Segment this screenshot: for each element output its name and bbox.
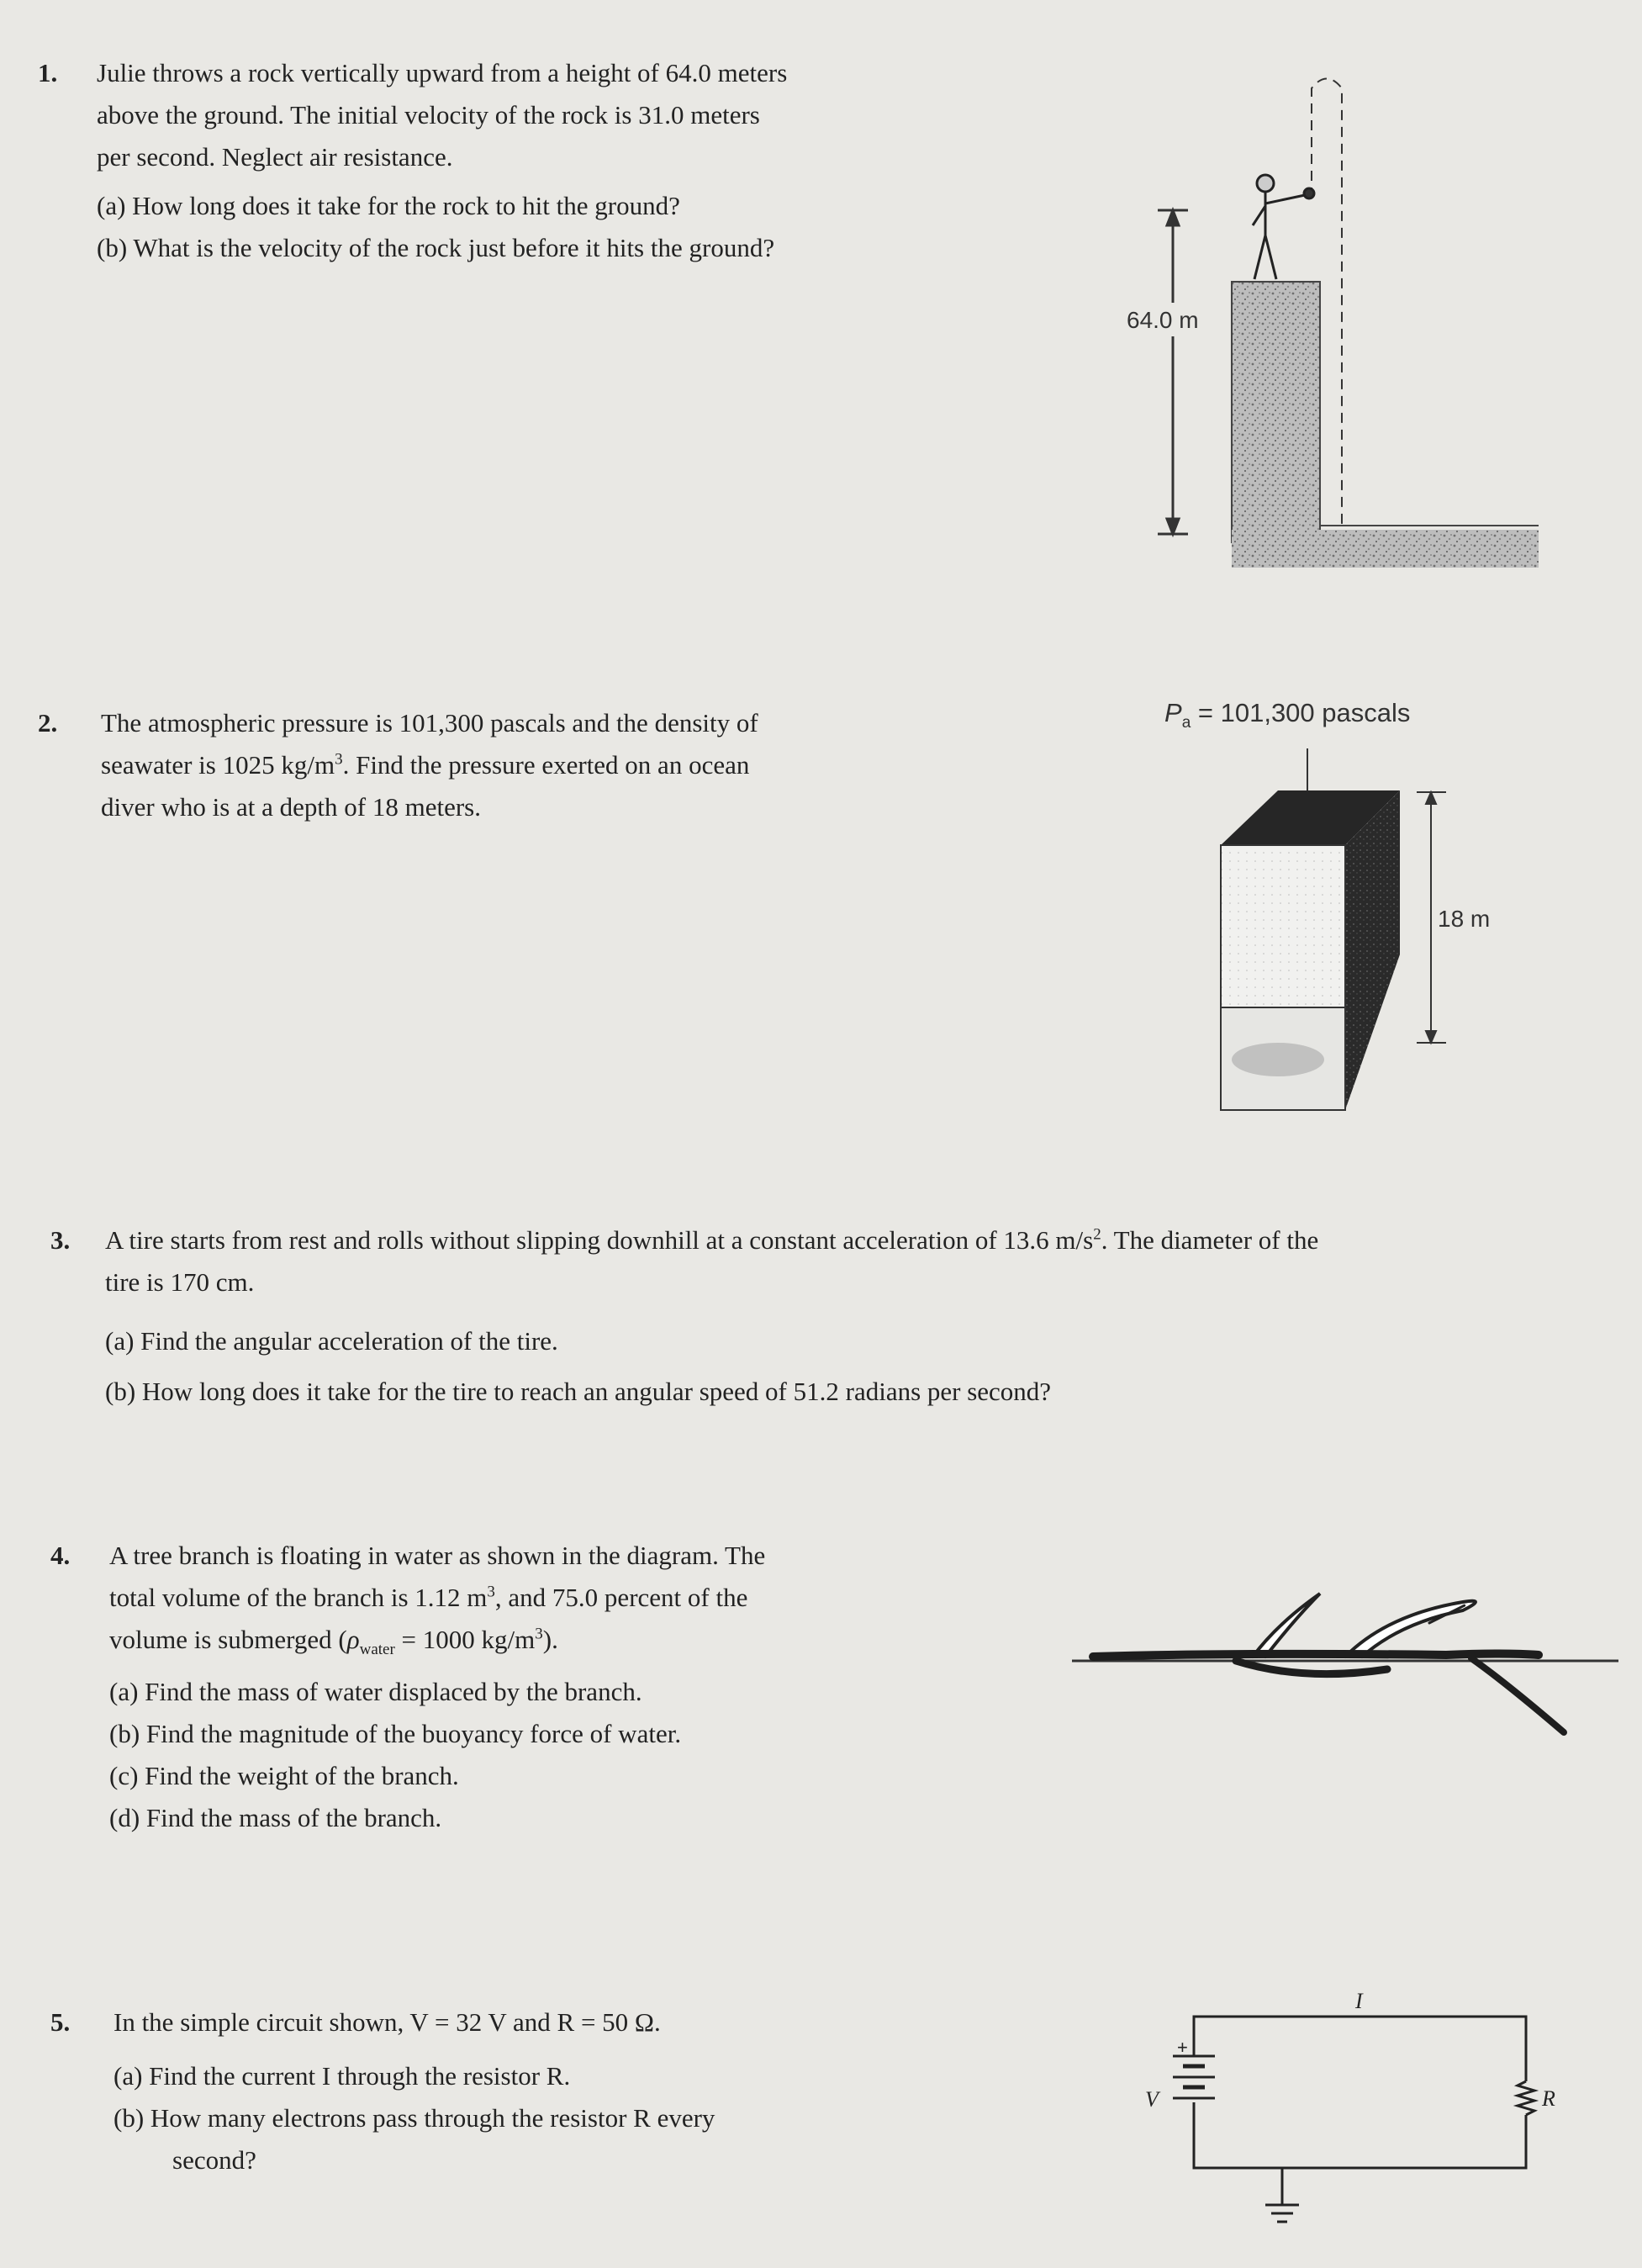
resistor-symbol xyxy=(1518,2081,1534,2115)
question-5-text-line: In the simple circuit shown, V = 32 V and R = 50 Ω. xyxy=(114,2007,661,2037)
pressure-symbol: P xyxy=(1164,698,1182,727)
depth-label: 18 m xyxy=(1438,906,1491,932)
question-2 xyxy=(38,702,979,828)
battery-symbol xyxy=(1173,2056,1215,2098)
question-3a: (a) Find the angular acceleration of the tire. xyxy=(105,1326,558,1356)
voltage-label: V xyxy=(1145,2087,1159,2112)
circuit-wire xyxy=(1194,2017,1526,2081)
text-run: . The diameter of the xyxy=(1101,1225,1319,1255)
cliff-diagram xyxy=(1110,59,1547,580)
ground xyxy=(1232,530,1539,568)
pressure-subscript: a xyxy=(1181,714,1191,732)
superscript: 3 xyxy=(335,750,343,769)
water-column-diagram xyxy=(1211,740,1530,1118)
person-figure xyxy=(1253,175,1314,279)
question-2-text-line: diver who is at a depth of 18 meters. xyxy=(101,792,481,822)
question-3-number: 3. xyxy=(50,1225,71,1255)
cliff xyxy=(1232,282,1320,542)
battery-plus-sign: + xyxy=(1177,2037,1188,2058)
rho-symbol: ρ xyxy=(346,1625,360,1654)
question-4b: (b) Find the magnitude of the buoyancy force of water. xyxy=(109,1719,682,1748)
superscript: 3 xyxy=(535,1625,543,1643)
question-4d: (d) Find the mass of the branch. xyxy=(109,1803,442,1832)
question-3b: (b) How long does it take for the tire to reach an angular speed of 51.2 radians per second? xyxy=(105,1377,1052,1406)
text-run: total volume of the branch is 1.12 m xyxy=(109,1583,488,1612)
superscript: 3 xyxy=(487,1583,495,1601)
height-label: 64.0 m xyxy=(1127,307,1199,333)
question-5a: (a) Find the current I through the resistor R. xyxy=(114,2061,571,2091)
question-1-text-line: Julie throws a rock vertically upward from a height of 64.0 meters xyxy=(97,58,788,87)
current-label: I xyxy=(1355,1989,1363,2013)
question-5 xyxy=(50,2001,975,2181)
height-arrow xyxy=(1158,210,1188,534)
pressure-value: = 101,300 pascals xyxy=(1197,698,1411,727)
question-3-text-line: tire is 170 cm. xyxy=(105,1267,255,1297)
question-4 xyxy=(50,1535,992,1839)
atmospheric-pressure-label xyxy=(1164,698,1411,732)
text-run: , and 75.0 percent of the xyxy=(494,1583,748,1612)
question-5b: (b) How many electrons pass through the resistor R every xyxy=(114,2103,715,2133)
text-run: seawater is 1025 kg/m xyxy=(101,750,335,780)
circuit-diagram xyxy=(1135,1976,1572,2254)
question-1-text-line: per second. Neglect air resistance. xyxy=(97,142,453,172)
column-side-face xyxy=(1345,790,1400,1110)
resistor-label: R xyxy=(1542,2086,1555,2111)
branch xyxy=(1093,1594,1564,1732)
question-4-text-line xyxy=(109,1619,992,1661)
column-front-face xyxy=(1221,845,1345,1007)
question-2-number: 2. xyxy=(38,708,58,737)
question-1 xyxy=(38,52,979,269)
question-4c: (c) Find the weight of the branch. xyxy=(109,1761,459,1790)
subscript: water xyxy=(359,1641,395,1659)
text-run: ). xyxy=(542,1625,558,1654)
question-4-number: 4. xyxy=(50,1541,71,1570)
question-3 xyxy=(50,1219,1631,1413)
question-5-number: 5. xyxy=(50,2007,71,2037)
ground-symbol xyxy=(1265,2168,1299,2222)
question-2-text-line: The atmospheric pressure is 101,300 pascals and the density of xyxy=(101,708,758,737)
superscript: 2 xyxy=(1093,1225,1101,1244)
text-run: A tire starts from rest and rolls without slipping downhill at a constant acceleration of 13.6 m/s xyxy=(105,1225,1094,1255)
text-run: = 1000 kg/m xyxy=(394,1625,536,1654)
question-1-text-line: above the ground. The initial velocity of the rock is 31.0 meters xyxy=(97,100,760,130)
question-1a: (a) How long does it take for the rock to hit the ground? xyxy=(97,191,680,220)
question-1b: (b) What is the velocity of the rock just before it hits the ground? xyxy=(97,233,775,262)
question-4a: (a) Find the mass of water displaced by the branch. xyxy=(109,1677,642,1706)
question-4-text-line: A tree branch is floating in water as shown in the diagram. The xyxy=(109,1541,766,1570)
question-3-text-line xyxy=(105,1219,1631,1261)
text-run: volume is submerged ( xyxy=(109,1625,347,1654)
question-4-text-line xyxy=(109,1577,992,1619)
text-run: . Find the pressure exerted on an ocean xyxy=(342,750,750,780)
floating-branch-diagram xyxy=(1068,1573,1623,1741)
circuit-wire xyxy=(1194,2102,1526,2168)
question-2-text-line xyxy=(101,744,979,786)
question-1-number: 1. xyxy=(38,58,58,87)
question-5b-continued: second? xyxy=(172,2145,256,2175)
